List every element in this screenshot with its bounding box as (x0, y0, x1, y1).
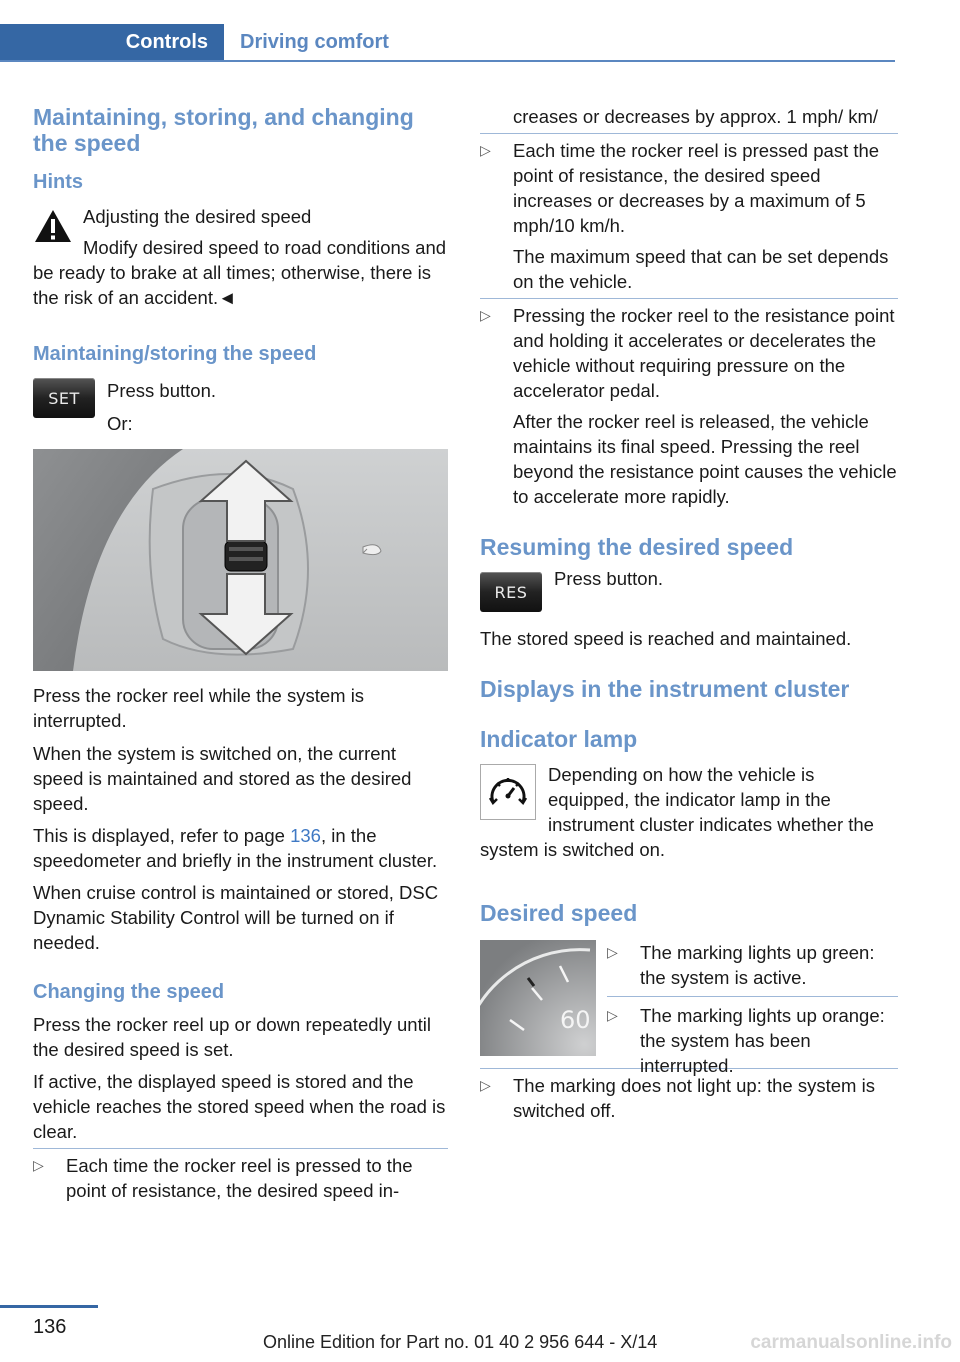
list-item: ▷ The marking lights up green: the system is active. (607, 942, 875, 988)
indicator-text: Depending on how the vehicle is equipped, the indicator lamp in the instrument cluster indicates whether the system is switched on. (480, 764, 874, 860)
displayed-text (33, 823, 448, 873)
maintain-heading: Maintaining/storing the speed (33, 343, 317, 365)
bullet-icon: ▷ (33, 1157, 44, 1173)
resume-heading: Resuming the desired speed (480, 534, 794, 560)
set-button-icon: SET (33, 378, 95, 418)
bullet-icon: ▷ (480, 1077, 491, 1093)
page-link[interactable]: 136 (290, 825, 321, 846)
list-item: ▷ The marking does not light up: the system is switched off. (480, 1075, 875, 1121)
list-divider (33, 1148, 448, 1149)
desired-speed-heading: Desired speed (480, 900, 638, 926)
right-bullet-list-4 (480, 1073, 898, 1123)
sub-bullet-list-2 (607, 1003, 898, 1078)
watermark: carmanualsonline.info (750, 1332, 952, 1353)
changing-text-1: Press the rocker reel up or down repeatedly until the desired speed is set. (33, 1014, 431, 1060)
header-bar (0, 24, 895, 62)
list-item: ▷ Each time the rocker reel is pressed to the point of resistance, the desired speed in- (33, 1155, 413, 1201)
displayed-after: , in the speedometer and briefly in the instrument cluster. (33, 825, 438, 871)
right-bullet-list-3 (480, 303, 898, 509)
page-number: 136 (33, 1316, 67, 1338)
press-button-text: Press button. (554, 572, 664, 589)
left-column (33, 100, 448, 1203)
tab-driving-comfort[interactable]: Driving comfort (240, 30, 389, 53)
res-button-icon: RES (480, 572, 542, 612)
edition-text: Online Edition for Part no. 01 40 2 956 644 - X/14 (263, 1332, 658, 1352)
hints-heading: Hints (33, 171, 83, 193)
changing-heading: Changing the speed (33, 981, 225, 1003)
gauge-number: 60 (560, 1006, 591, 1034)
displayed-before: This is displayed, refer to page (33, 825, 291, 846)
bullet-icon: ▷ (480, 142, 491, 158)
list-item-continuation: creases or decreases by approx. 1 mph/ km/ (513, 106, 879, 127)
list-item: ▷ Pressing the rocker reel to the resistance point and holding it accelerates or decelerates the vehicle without requiring pressure on the accelerator pedal. After the rocker reel is released, the vehicle maintains its final speed. Pressing the reel beyond the resistance point causes the vehicle to accelerate more rapidly. (480, 305, 897, 507)
changing-text-2: If active, the displayed speed is stored and the vehicle reaches the stored speed when the road is clear. (33, 1071, 446, 1142)
res-button-block (480, 572, 898, 612)
press-button-text: Press button. (107, 380, 217, 401)
or-text: Or: (107, 413, 133, 434)
stored-reached-text: The stored speed is reached and maintained. (480, 628, 852, 649)
displays-heading: Displays in the instrument cluster (480, 676, 850, 702)
list-divider (480, 298, 898, 299)
warning-text: Modify desired speed to road conditions and be ready to brake at all times; otherwise, there is the risk of an accident.◄ (33, 237, 447, 308)
section-title: Maintaining, storing, and changing the speed (33, 104, 414, 156)
warning-icon (33, 208, 73, 244)
sub-bullet-container (607, 940, 898, 1078)
cruise-indicator-icon (480, 764, 536, 820)
desired-speed-block (480, 940, 898, 1076)
list-divider (607, 996, 898, 997)
steering-wheel-image (33, 449, 448, 671)
press-rocker-text: Press the rocker reel while the system is interrupted. (33, 685, 365, 731)
sub-bullet-list (607, 940, 898, 990)
list-divider (480, 133, 898, 134)
warning-title-line: Adjusting the desired speed (83, 206, 312, 227)
right-column (480, 100, 898, 1123)
bullet-icon: ▷ (607, 944, 618, 960)
footer-divider (0, 1305, 98, 1308)
bullet-note: After the rocker reel is released, the vehicle maintains its final speed. Pressing the reel beyond the resistance point causes the vehicle to accelerate more rapidly. (513, 411, 897, 507)
dsc-text: When cruise control is maintained or stored, DSC Dynamic Stability Control will be turned on if needed. (33, 882, 439, 953)
bullet-icon: ▷ (607, 1007, 618, 1023)
right-bullet-list (480, 104, 898, 129)
indicator-block (480, 762, 898, 862)
switched-on-text: When the system is switched on, the current speed is maintained and stored as the desired speed. (33, 743, 412, 814)
left-bullet-list (33, 1153, 448, 1203)
list-item: ▷ Each time the rocker reel is pressed past the point of resistance, the desired speed increases or decreases by a maximum of 5 mph/10 km/h. The maximum speed that can be set depends on the vehicle. (480, 138, 898, 294)
tab-controls[interactable]: Controls (0, 24, 224, 60)
set-button-block (33, 378, 448, 438)
right-bullet-list-2 (480, 138, 898, 294)
bullet-icon: ▷ (480, 307, 491, 323)
list-item: ▷ The marking lights up orange: the system has been interrupted. (607, 1005, 885, 1076)
header-divider (0, 60, 895, 62)
speedometer-gauge-image (480, 940, 596, 1056)
indicator-heading: Indicator lamp (480, 726, 638, 752)
warning-block (33, 204, 448, 310)
bullet-note: The maximum speed that can be set depends on the vehicle. (513, 246, 889, 292)
